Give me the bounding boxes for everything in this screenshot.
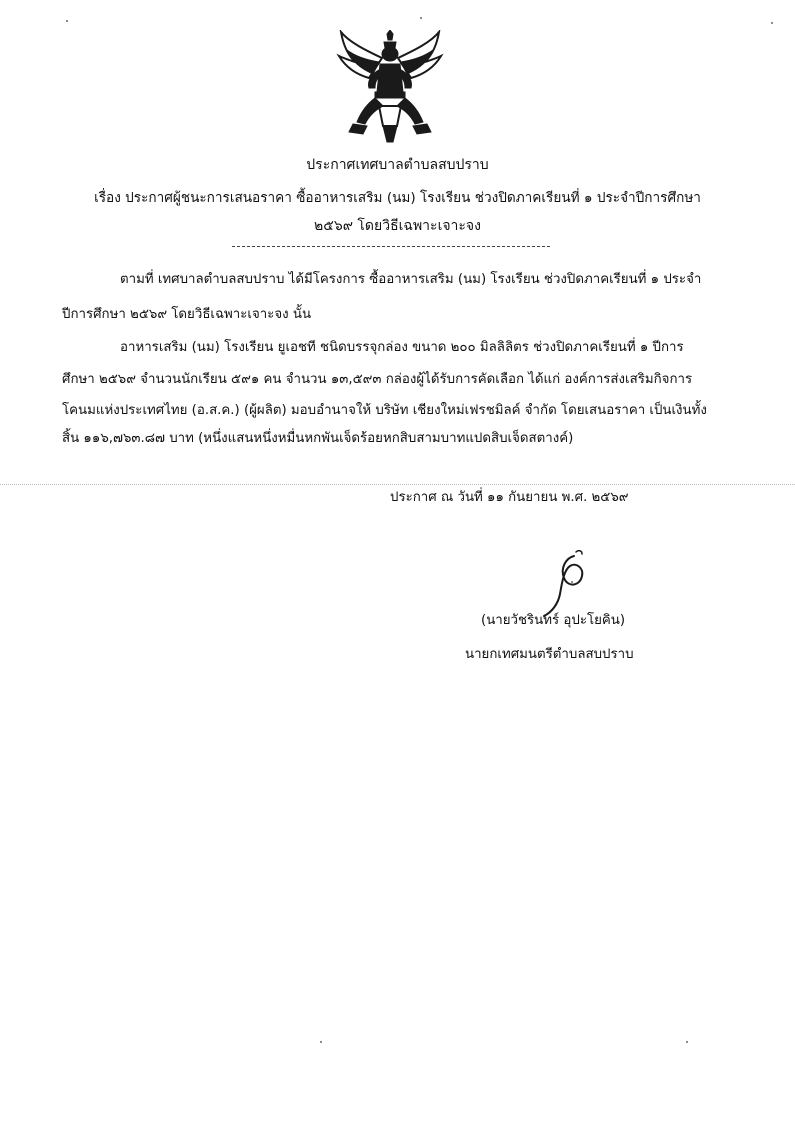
announcement-date: ประกาศ ณ วันที่ ๑๑ กันยายน พ.ศ. ๒๕๖๙ [390,490,629,505]
subject-line-1: เรื่อง ประกาศผู้ชนะการเสนอราคา ซื้ออาหารเสริม (นม) โรงเรียน ช่วงปิดภาคเรียนที่ ๑ ประจำปีการศึกษา [94,190,701,206]
paragraph-1-line-2: ปีการศึกษา ๒๕๖๙ โดยวิธีเฉพาะเจาะจง นั้น [62,307,312,322]
paragraph-2-line-2: ศึกษา ๒๕๖๙ จำนวนนักเรียน ๕๙๑ คน จำนวน ๑๓,๕๙๓ กล่องผู้ได้รับการคัดเลือก ได้แก่ องค์การส่งเสริมกิจการ [62,372,693,387]
paragraph-2-line-3: โคนมแห่งประเทศไทย (อ.ส.ค.) (ผู้ผลิต) มอบอำนาจให้ บริษัท เชียงใหม่เฟรชมิลค์ จำกัด โดยเสนอราคา เป็นเงินทั้ง [62,403,707,418]
signer-name: (นายวัชรินทร์ อุปะโยคิน) [481,613,626,628]
scan-speck [320,1041,322,1043]
signer-title: นายกเทศมนตรีตำบลสบปราบ [465,647,634,662]
scan-speck [420,17,422,19]
scan-speck [686,1041,688,1043]
header-divider [232,246,550,247]
scan-speck [66,20,68,22]
subject-line-2: ๒๕๖๙ โดยวิธีเฉพาะเจาะจง [314,218,481,234]
garuda-emblem-icon [335,30,445,145]
signature-icon [530,548,600,618]
paragraph-1-line-1: ตามที่ เทศบาลตำบลสบปราบ ได้มีโครงการ ซื้ออาหารเสริม (นม) โรงเรียน ช่วงปิดภาคเรียนที่ ๑ ประจำ [120,272,702,287]
organization-title: ประกาศเทศบาลตำบลสบปราบ [306,157,489,173]
paragraph-2-line-4: สิ้น ๑๑๖,๗๖๓.๘๗ บาท (หนึ่งแสนหนึ่งหมื่นหกพันเจ็ดร้อยหกสิบสามบาทแปดสิบเจ็ดสตางค์) [62,431,574,446]
scan-speck [771,22,773,24]
paragraph-2-line-1: อาหารเสริม (นม) โรงเรียน ยูเอชที ชนิดบรรจุกล่อง ขนาด ๒๐๐ มิลลิลิตร ช่วงปิดภาคเรียนที่ ๑ ปีการ [120,340,684,355]
scan-fold-line [0,484,795,485]
scan-speck [571,581,573,583]
